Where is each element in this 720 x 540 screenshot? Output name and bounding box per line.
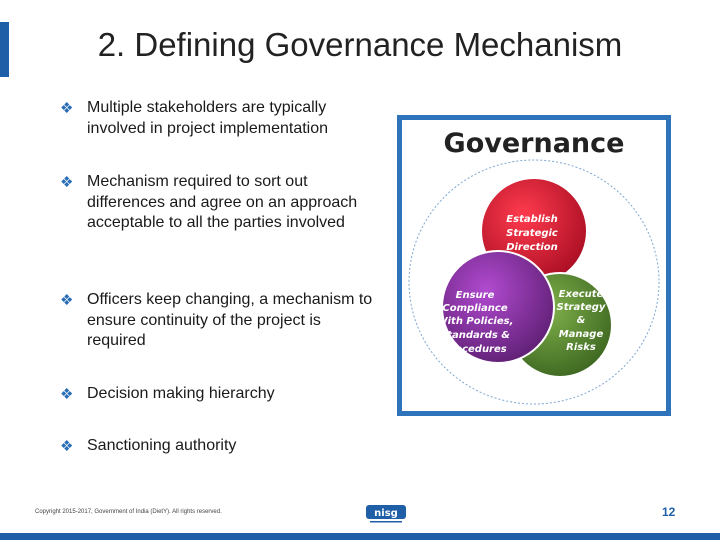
bullet-item — [60, 172, 375, 234]
purple-circle-line-5: Procedures — [443, 344, 507, 355]
nisg-logo — [366, 504, 406, 524]
bullet-text: Mechanism required to sort out differences and agree on an approach acceptable to all the parties involved — [87, 173, 358, 231]
bullet-text: Decision making hierarchy — [87, 385, 275, 402]
svg-text:nisg: nisg — [374, 508, 398, 519]
footer-copyright: Copyright 2015-2017, Government of India (DietY). All rights reserved. — [35, 509, 222, 515]
red-circle-line-2: Strategic — [506, 228, 558, 239]
green-circle-line-4: Manage — [558, 329, 604, 340]
venn-diagram — [402, 120, 666, 411]
bullet-text: Officers keep changing, a mechanism to ensure continuity of the project is required — [87, 291, 373, 349]
bullet-icon: ❖ — [60, 438, 74, 455]
purple-circle-line-2: Compliance — [442, 303, 508, 314]
bullet-icon: ❖ — [60, 292, 74, 309]
bullet-icon: ❖ — [60, 386, 74, 403]
green-circle-line-1: Execute — [558, 289, 604, 300]
footer-bar — [0, 533, 720, 540]
slide-title: 2. Defining Governance Mechanism — [97, 26, 623, 63]
bullet-item — [60, 290, 375, 352]
page-number: 12 — [662, 505, 676, 519]
purple-circle-line-4: Standards & — [440, 330, 510, 341]
bullet-item — [60, 384, 275, 405]
governance-diagram-panel — [402, 120, 666, 411]
green-circle-line-5: Risks — [566, 342, 596, 353]
green-circle-line-3: & — [576, 315, 586, 326]
bullet-text: Multiple stakeholders are typically involved in project implementation — [87, 99, 329, 137]
governance-diagram — [397, 115, 671, 416]
bullet-text: Sanctioning authority — [87, 437, 237, 454]
bullet-icon: ❖ — [60, 174, 74, 191]
bullet-icon: ❖ — [60, 100, 74, 117]
bullet-item — [60, 98, 375, 139]
figure-heading: Governance — [443, 128, 625, 159]
purple-circle-line-3: With Policies, — [436, 316, 514, 327]
purple-circle-line-1: Ensure — [455, 290, 495, 301]
red-circle-line-3: Direction — [506, 242, 558, 253]
red-circle-line-1: Establish — [506, 214, 558, 225]
green-circle-line-2: Strategy — [556, 302, 606, 313]
bullet-item — [60, 436, 236, 457]
